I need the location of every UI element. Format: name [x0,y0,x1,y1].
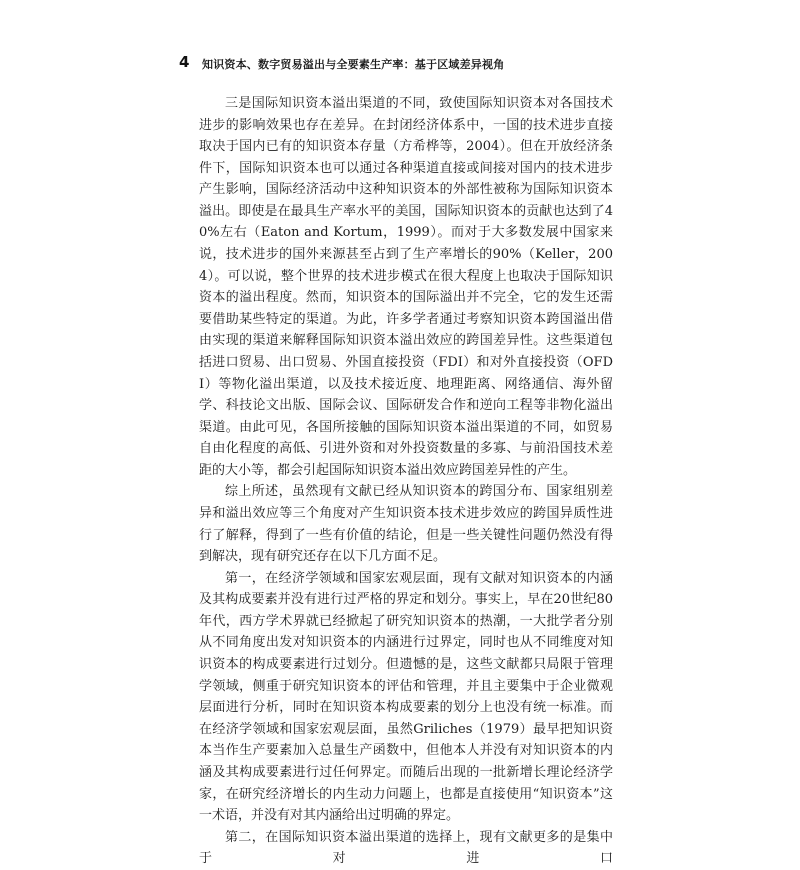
page-header [179,53,639,75]
paragraph-second-shortcoming: 第二，在国际知识资本溢出渠道的选择上，现有文献更多的是集中于对进口 [199,829,613,867]
running-title: 知识资本、数字贸易溢出与全要素生产率：基于区域差异视角 [202,58,505,71]
paragraph-channel-differences: 三是国际知识资本溢出渠道的不同，致使国际知识资本对各国技术进步的影响效果也存在差异。在封闭经济体系中，一国的技术进步直接取决于国内已有的知识资本存量（方希桦等，2004）。但在开放经济条件下，国际知识资本也可以通过各种渠道直接或间接对国内的技术进步产生影响，国际经济活动中这种知识资本的外部性被称为国际知识资本溢出。即使是在最具生产率水平的美国，国际知识资本的贡献也达到了40%左右（Eaton and Kortum，1999）。而对于大多数发展中国家来说，技术进步的国外来源甚至占到了生产率增长的90%（Keller，2004）。可以说，整个世界的技术进步模式在很大程度上也取决于国际知识资本的溢出程度。然而，知识资本的国际溢出并不完全，它的发生还需要借助某些特定的渠道。为此，许多学者通过考察知识资本跨国溢出借由实现的渠道来解释国际知识资本溢出效应的跨国差异性。这些渠道包括进口贸易、出口贸易、外国直接投资（FDI）和对外直接投资（OFDI）等物化溢出渠道，以及技术接近度、地理距离、网络通信、海外留学、科技论文出版、国际会议、国际研发合作和逆向工程等非物化溢出渠道。由此可见，各国所接触的国际知识资本溢出渠道的不同，如贸易自由化程度的高低、引进外资和对外投资数量的多寡、与前沿国技术差距的大小等，都会引起国际知识资本溢出效应跨国差异性的产生。 [199,96,613,478]
paragraph-first-shortcoming: 第一，在经济学领域和国家宏观层面，现有文献对知识资本的内涵及其构成要素并没有进行过严格的界定和划分。事实上，早在20世纪80年代，西方学术界就已经掀起了研究知识资本的热潮，一大批学者分别从不同角度出发对知识资本的内涵进行过界定，同时也从不同维度对知识资本的构成要素进行过划分。但遗憾的是，这些文献都只局限于管理学领域，侧重于研究知识资本的评估和管理，并且主要集中于企业微观层面进行分析，同时在知识资本构成要素的划分上也没有统一标准。而在经济学领域和国家宏观层面，虽然Griliches（1979）最早把知识资本当作生产要素加入总量生产函数中，但他本人并没有对知识资本的内涵及其构成要素进行过任何界定。而随后出现的一批新增长理论经济学家，在研究经济增长的内生动力问题上，也都是直接使用“知识资本”这一术语，并没有对其内涵给出过明确的界定。 [199,570,613,824]
paragraph-summary: 综上所述，虽然现有文献已经从知识资本的跨国分布、国家组别差异和溢出效应等三个角度对产生知识资本技术进步效应的跨国异质性进行了解释，得到了一些有价值的结论，但是一些关键性问题仍然没有得到解决，现有研究还存在以下几方面不足。 [199,484,613,565]
body-text [199,93,613,870]
page-number: 4 [179,53,190,71]
